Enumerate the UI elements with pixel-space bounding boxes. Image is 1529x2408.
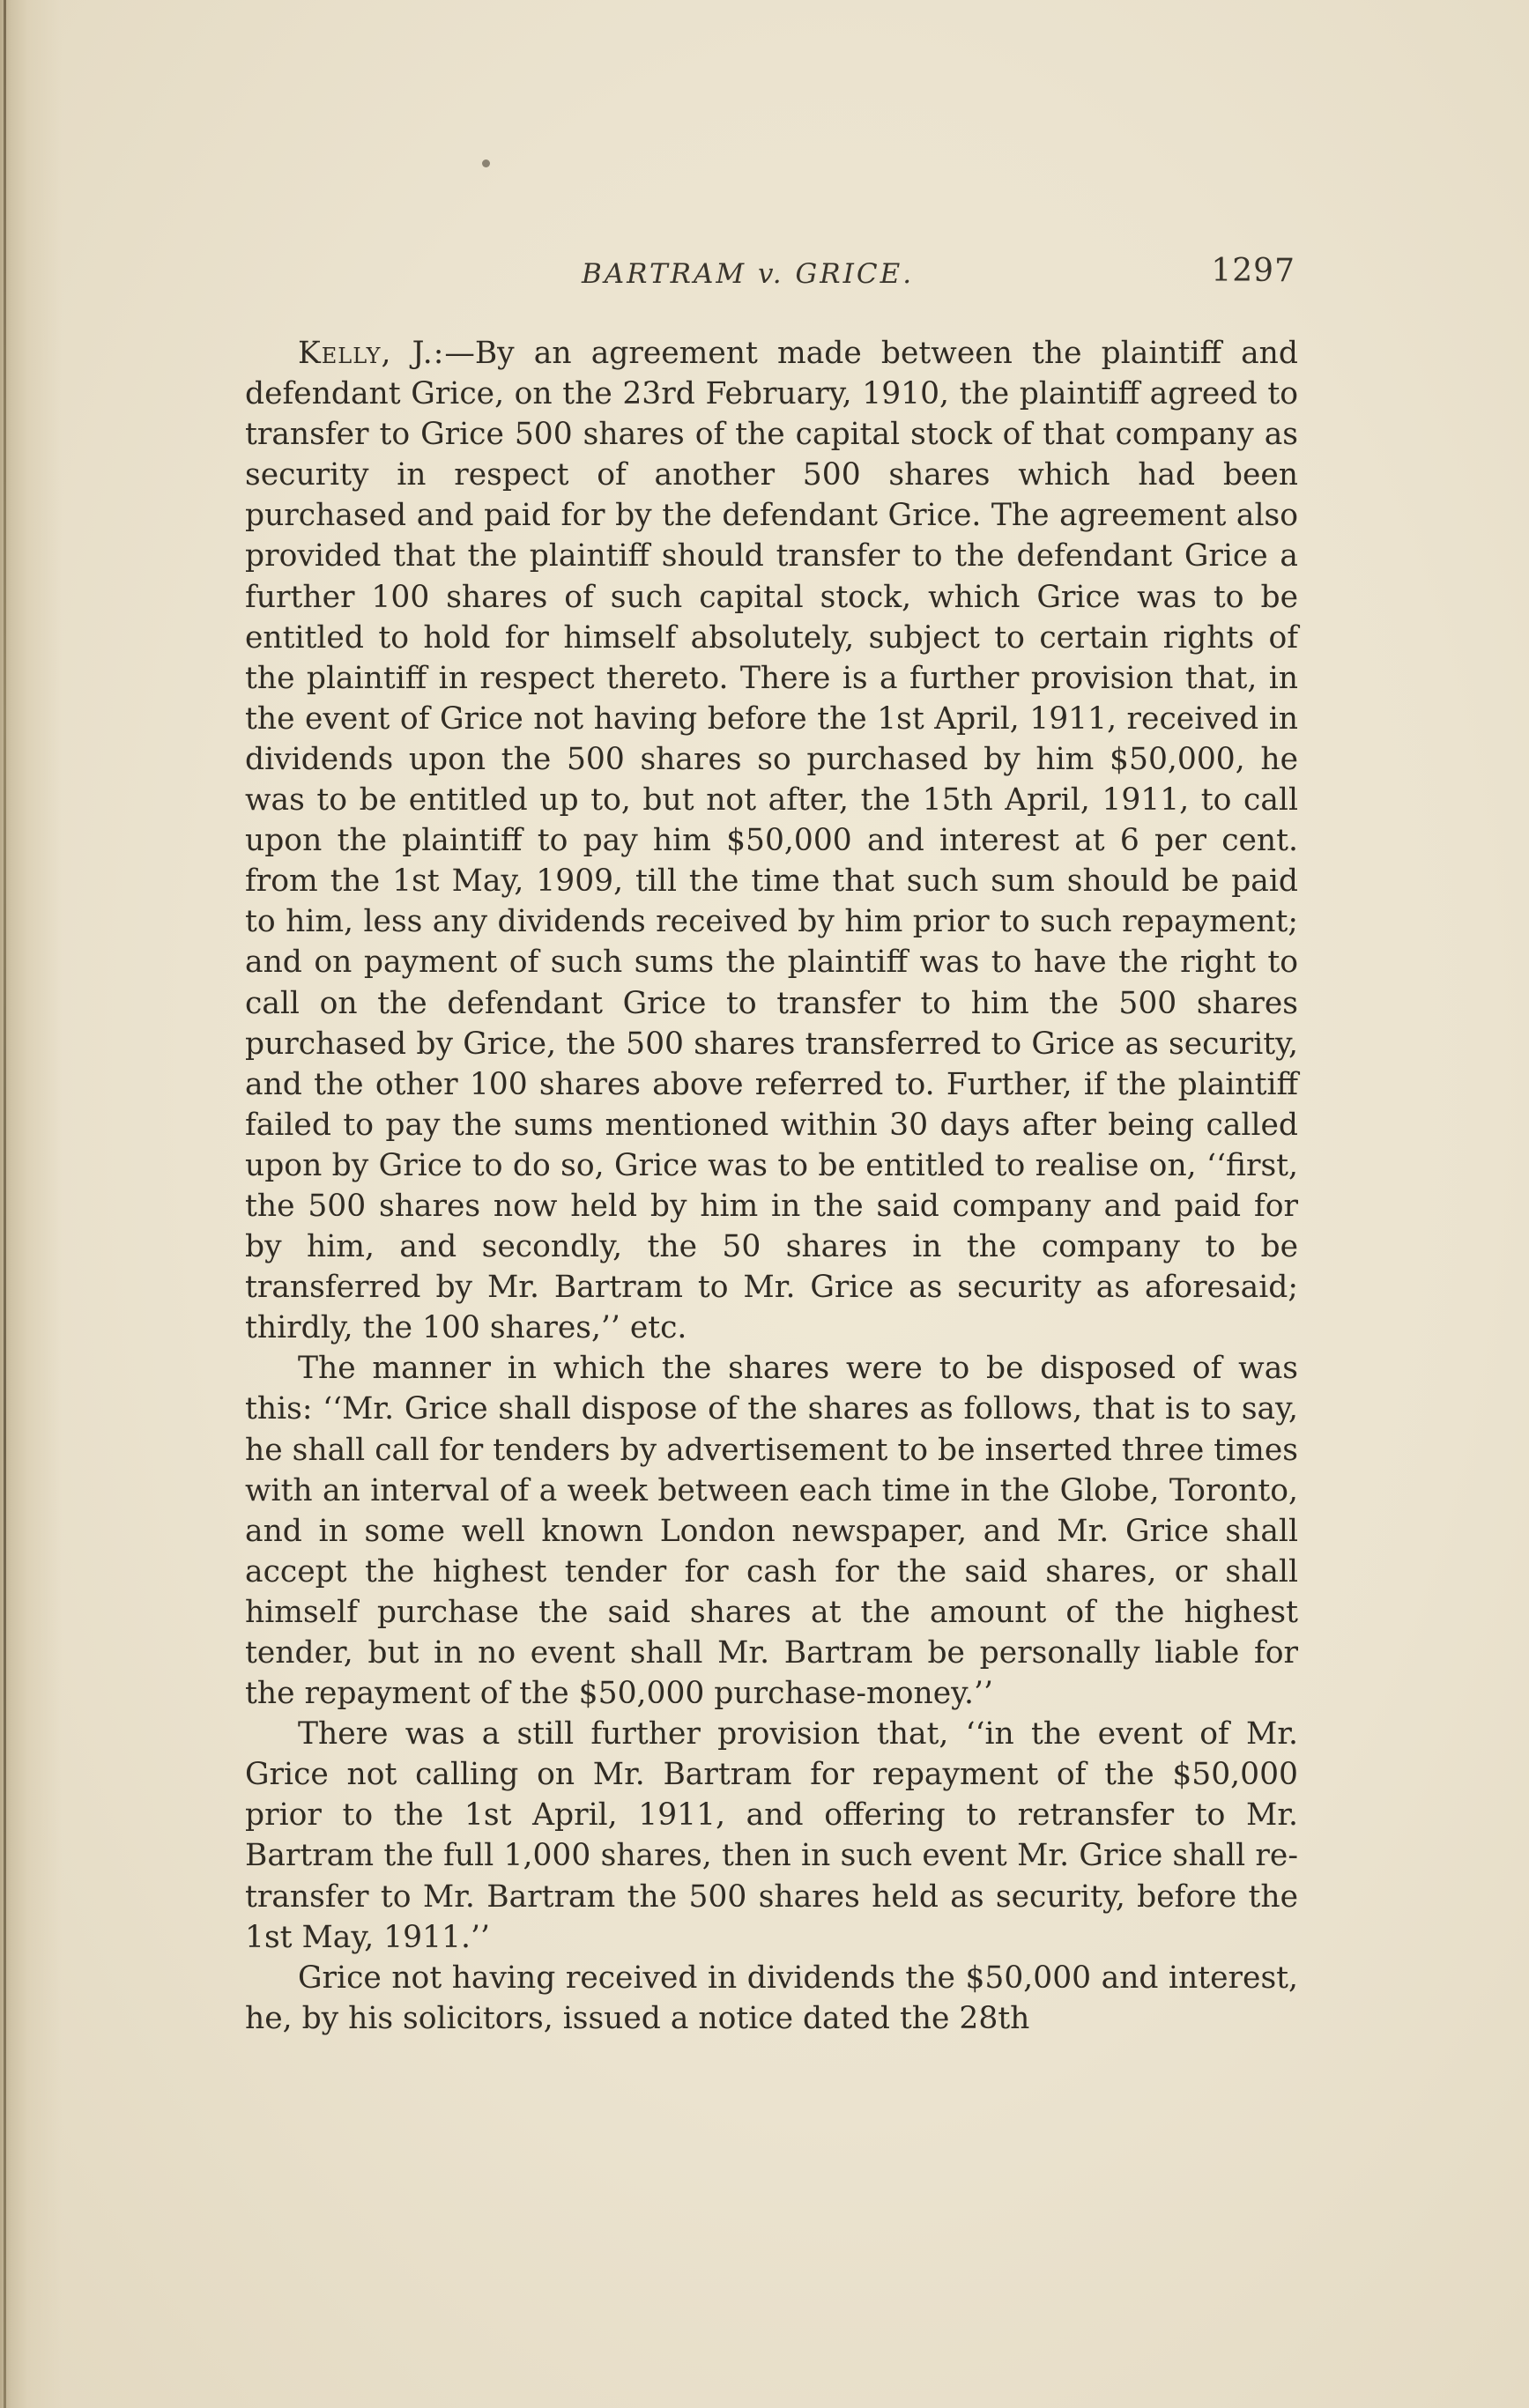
paragraph-1: [245, 333, 1298, 1348]
running-title: BARTRAM v. GRICE.: [582, 258, 915, 290]
paragraph-1-text: —By an agreement made between the plaintiff and defendant Grice, on the 23rd February, 1910, the plaintiff agreed to transfer to Grice 500 shares of the capital stock of that company as security in respect of another 500 shares which had been purchased and paid for by the defendant Grice. The agreement also provided that the plaintiff should transfer to the defendant Grice a further 100 shares of such capital stock, which Grice was to be entitled to hold for himself absolutely, subject to certain rights of the plaintiff in respect thereto. There is a further provision that, in the event of Grice not having before the 1st April, 1911, received in dividends upon the 500 shares so purchased by him $50,000, he was to be entitled up to, but not after, the 15th April, 1911, to call upon the plaintiff to pay him $50,000 and interest at 6 per cent. from the 1st May, 1909, till the time that such sum should be paid to him, less any dividends received by him prior to such repayment; and on payment of such sums the plaintiff was to have the right to call on the defendant Grice to transfer to him the 500 shares purchased by Grice, the 500 shares transferred to Grice as security, and the other 100 shares above referred to. Further, if the plaintiff failed to pay the sums mentioned within 30 days after being called upon by Grice to do so, Grice was to be entitled to realise on, ‘‘first, the 500 shares now held by him in the said company and paid for by him, and secondly, the 50 shares in the company to be transferred by Mr. Bartram to Mr. Grice as security as aforesaid; thirdly, the 100 shares,’’ etc.: [245, 336, 1298, 1346]
paragraph-4: Grice not having received in dividends the $50,000 and interest, he, by his solicitors, issued a notice dated the 28th: [245, 1960, 1298, 2036]
page-body: [245, 333, 1298, 2039]
ink-speck: [482, 159, 490, 167]
page-header: [582, 253, 1295, 306]
page-number: 1297: [1211, 253, 1295, 289]
page-gutter-shadow: [0, 0, 62, 2408]
judge-name: Kelly, J.:: [298, 336, 445, 371]
paragraph-2: The manner in which the shares were to be disposed of was this: ‘‘Mr. Grice shall dispose of the shares as follows, that is to say, he shall call for tenders by advertisement to be inserted three times with an interval of a week between each time in the Globe, Toronto, and in some well known London newspaper, and Mr. Grice shall accept the highest tender for cash for the said shares, or shall himself purchase the said shares at the amount of the highest tender, but in no event shall Mr. Bartram be personally liable for the repayment of the $50,000 purchase-money.’’: [245, 1351, 1298, 1712]
binding-edge: [4, 0, 6, 2408]
paragraph-3: There was a still further provision that, ‘‘in the event of Mr. Grice not calling on Mr. Bartram for repayment of the $50,000 prior to the 1st April, 1911, and offering to retransfer to Mr. Bartram the full 1,000 shares, then in such event Mr. Grice shall re-transfer to Mr. Bartram the 500 shares held as security, before the 1st May, 1911.’’: [245, 1716, 1298, 1955]
